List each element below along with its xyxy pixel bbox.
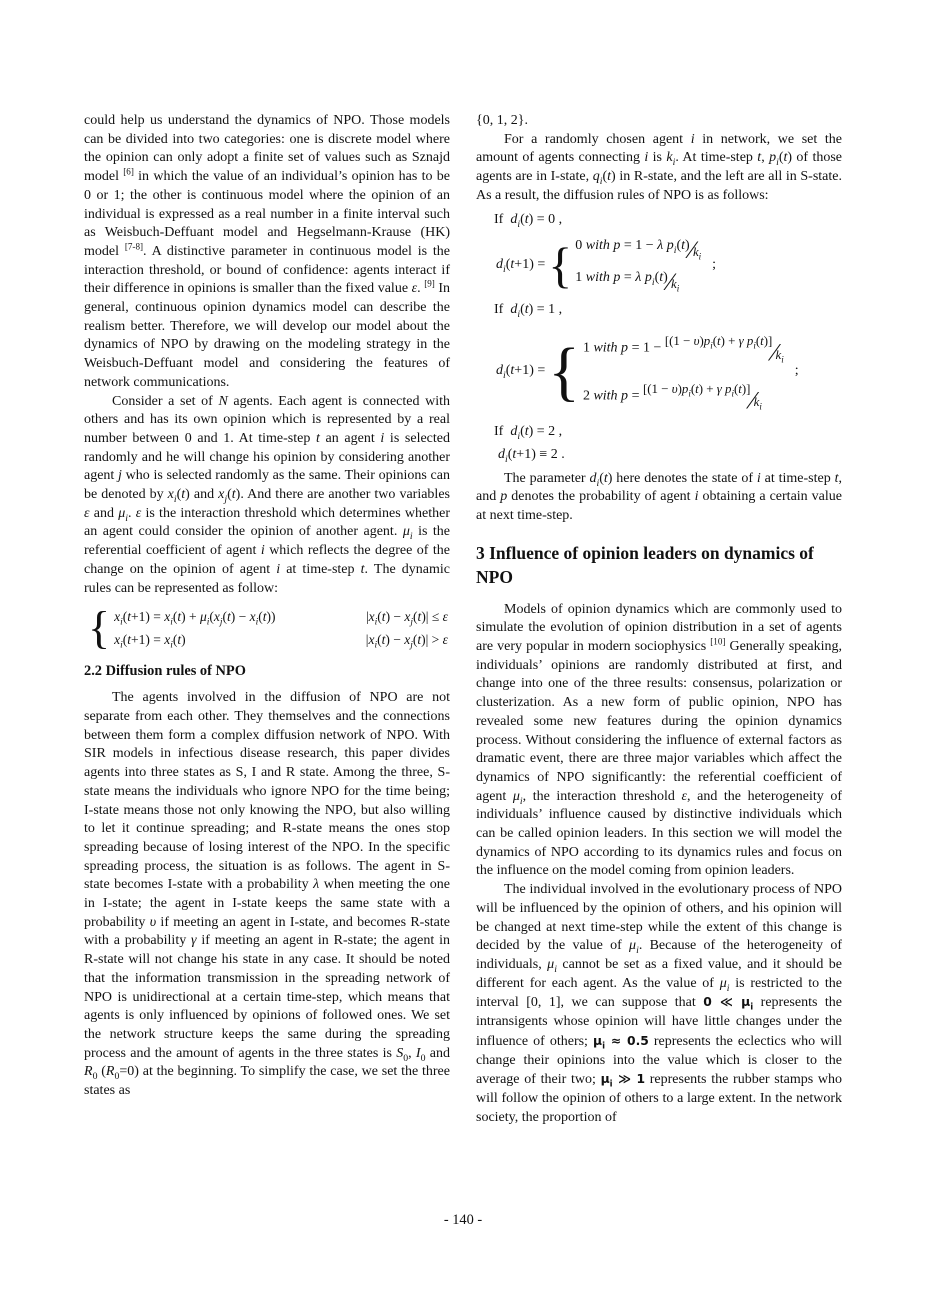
section-heading-3: 3 Influence of opinion leaders on dynamics of NPO bbox=[476, 542, 814, 587]
paragraph: The individual involved in the evolutionary process of NPO will be influenced by the opinion of others, and his opinion will be changed at next time-step while the extent of this change is decided by the value of $\mu_i$. Because of the heterogeneity of individuals, $\mu_i$ cannot be set as a fixed value, and it should be different for each agent. As the value of $\mu_i$ is restricted to the interval [0, 1], we can suppose that 0 ≪ $\mu_i$ represents the intransigents whose opinion will have little changes under the influence of others; $\mu_i \approx 0.5$ represents the eclectics who will change their opinions into the value which is closer to the average of their two; $\mu_i$ ≫ 1 represents the rubber stamps who will follow the opinion of others to a large extent. In the network society, the proportion of bbox=[476, 882, 842, 1125]
paragraph: For a randomly chosen agent i in network, we set the amount of agents connecting i is $k_i$. At time-step t, $p_i(t)$ of those agents are in I-state, $q_i(t)$ in R-state, and the left are all in S-state. As a result, the diffusion rules of NPO is as follows: bbox=[476, 131, 842, 203]
equation-condition: $|x_i(t) - x_j(t)| \le \varepsilon$ bbox=[365, 609, 448, 628]
cases-brace: { bbox=[548, 237, 573, 294]
paragraph: {0, 1, 2}. bbox=[476, 113, 528, 128]
equation-case-row: 2 with $p = [(1 - \upsilon)p_i(t) + \gamma$ $p_i(t)]∕k_i$ bbox=[582, 381, 762, 414]
equation-d2-update: $d_i(t+1) \equiv 2$ . bbox=[498, 446, 565, 465]
equation-if-d0: If $d_i(t) = 0$ , bbox=[494, 211, 563, 230]
equation-cases bbox=[583, 324, 784, 419]
equation-case-row bbox=[110, 628, 450, 651]
page-body bbox=[84, 112, 842, 1212]
cases-brace: { bbox=[548, 334, 580, 408]
equation-case-row bbox=[110, 605, 450, 628]
subsection-heading-2-2: 2.2 Diffusion rules of NPO bbox=[84, 663, 246, 680]
equation-case-row: 1 with p = λ $p_i(t)∕k_i$ bbox=[575, 269, 680, 297]
equation-expression: $x_i(t+1) = x_i(t) + \mu_i(x_j(t) - x_i(t))$ bbox=[114, 609, 276, 628]
paragraph: The agents involved in the diffusion of NPO are not separate from each other. They themselves and the connections between them form a complex diffusion network of NPO. With SIR models in infectious disease research, this paper divides agents into three states as S, I and R state. Among the three, S-state means the individuals who ignore NPO for the time being; I-state means those not only knowing the NPO, but also willing to let it continue spreading; and R-state means the ones stop spreading because of losing interest of the NPO. In the specific spreading process, the situation is as follows. The agent in S-state becomes I-state with a probability λ when meeting the one in I-state; the agent in I-state keeps the same state with a probability υ if meeting an agent in I-state, and becomes R-state with a probability γ if meeting an agent in R-state; the agent in R-state will not change his state in any case. It should be noted that the information transmission in the spreading network of NPO is unidirectional at a certain time-step, which means that agents is only influenced by opinions of followed ones. We set the network structure keeps the same during the spreading process and the amount of agents in the three states is $S_0$, $I_0$ and $R_0$ $(R_0=0)$ at the beginning. To simplify the case, we set the three states as bbox=[84, 690, 451, 1099]
left-column bbox=[84, 112, 450, 1212]
equation-if-d1: If $d_i(t) = 1$ , bbox=[494, 302, 563, 321]
equation-cases bbox=[110, 605, 450, 651]
equation-opinion-dynamic-rules bbox=[88, 602, 450, 654]
equation-if-d2: If $d_i(t) = 2$ , bbox=[494, 424, 563, 442]
equation-terminator: ; bbox=[794, 363, 799, 379]
equation-condition: $|x_i(t) - x_j(t)| > \varepsilon$ bbox=[365, 632, 448, 651]
equation-lhs: $d_i(t+1)$ = bbox=[496, 363, 546, 382]
paragraph: could help us understand the dynamics of NPO. Those models can be divided into two categories: one is discrete model where the opinion can only adopt a finite set of values such as Sznajd model [6] in which the value of an individual’s opinion has to be 0 or 1; the other is continuous model where the opinion of an individual is expressed as a real number in a finite interval such as Weisbuch-Deffuant model and Hegselmann-Krause (HK) model [7-8]. A distinctive parameter in continuous model is the interaction threshold, or bound of confidence: agents interact if their difference in opinions is smaller than the fixed value ε. [9] In general, continuous opinion dynamics model can describe the realism better. Therefore, we will develop our model about the dynamics of NPO by drawing on the modeling strategy in the Weisbuch-Deffuant model and considering the features of network communications. bbox=[84, 113, 451, 390]
equation-cases bbox=[575, 233, 701, 297]
equation-case-row: 1 with $p = 1 - [(1 - \upsilon)p_i(t) + \gamma$ $p_i(t)]∕k_i$ bbox=[582, 334, 784, 367]
right-column bbox=[476, 112, 842, 1212]
paragraph: Models of opinion dynamics which are commonly used to simulate the evolution of opinion distribution in a set of agents are very popular in modern sociophysics [10] Generally speaking, individuals’ opinions are randomly distributed at first, and change into one of the three results: consensus, polarization or clusterization. As a new form of public opinion, NPO has revealed some new features during the opinion dynamics process. Without considering the influence of external factors as dramatic event, there are three major variables which affect the dynamics of NPO significantly: the referential coefficient of agent $\mu_i$, the interaction threshold ε, and the heterogeneity of individuals’ influence caused by distinctive individuals which can be called opinion leaders. In this section we will model the dynamics of NPO according to its dynamics rules and focus on the influence on the model coming from opinion leaders. bbox=[476, 601, 842, 879]
equation-d1-update bbox=[496, 324, 842, 419]
equation-lhs: $d_i(t+1)$ = bbox=[496, 256, 546, 275]
equation-terminator: ; bbox=[712, 256, 717, 272]
equation-case-row: 0 with p = 1 − λ $p_i(t)∕k_i$ bbox=[575, 237, 702, 265]
paragraph: Consider a set of N agents. Each agent is connected with others and has its own opinion which is represented by a real number between 0 and 1. At time-step t an agent i is selected randomly and he will change his opinion by considering another agent j who is selected randomly as the same. Their opinions can be denoted by $x_i(t)$ and $x_j(t)$. And there are another two variables ε and $\mu_i$. ε is the interaction threshold which determines whether an agent could consider the opinion of another agent. $\mu_i$ is the referential coefficient of agent i which reflects the degree of the change on the opinion of agent i at time-step t. The dynamic rules can be represented as follow: bbox=[84, 393, 451, 596]
page-number: - 140 - bbox=[443, 1212, 483, 1228]
paragraph: The parameter $d_i(t)$ here denotes the state of i at time-step t, and p denotes the probability of agent i obtaining a certain value at next time-step. bbox=[476, 470, 842, 523]
diffusion-rules-equations bbox=[476, 211, 842, 465]
equation-d0-update bbox=[496, 233, 842, 297]
equation-expression: $x_i(t+1) = x_i(t)$ bbox=[114, 632, 186, 651]
cases-brace: { bbox=[88, 602, 111, 654]
